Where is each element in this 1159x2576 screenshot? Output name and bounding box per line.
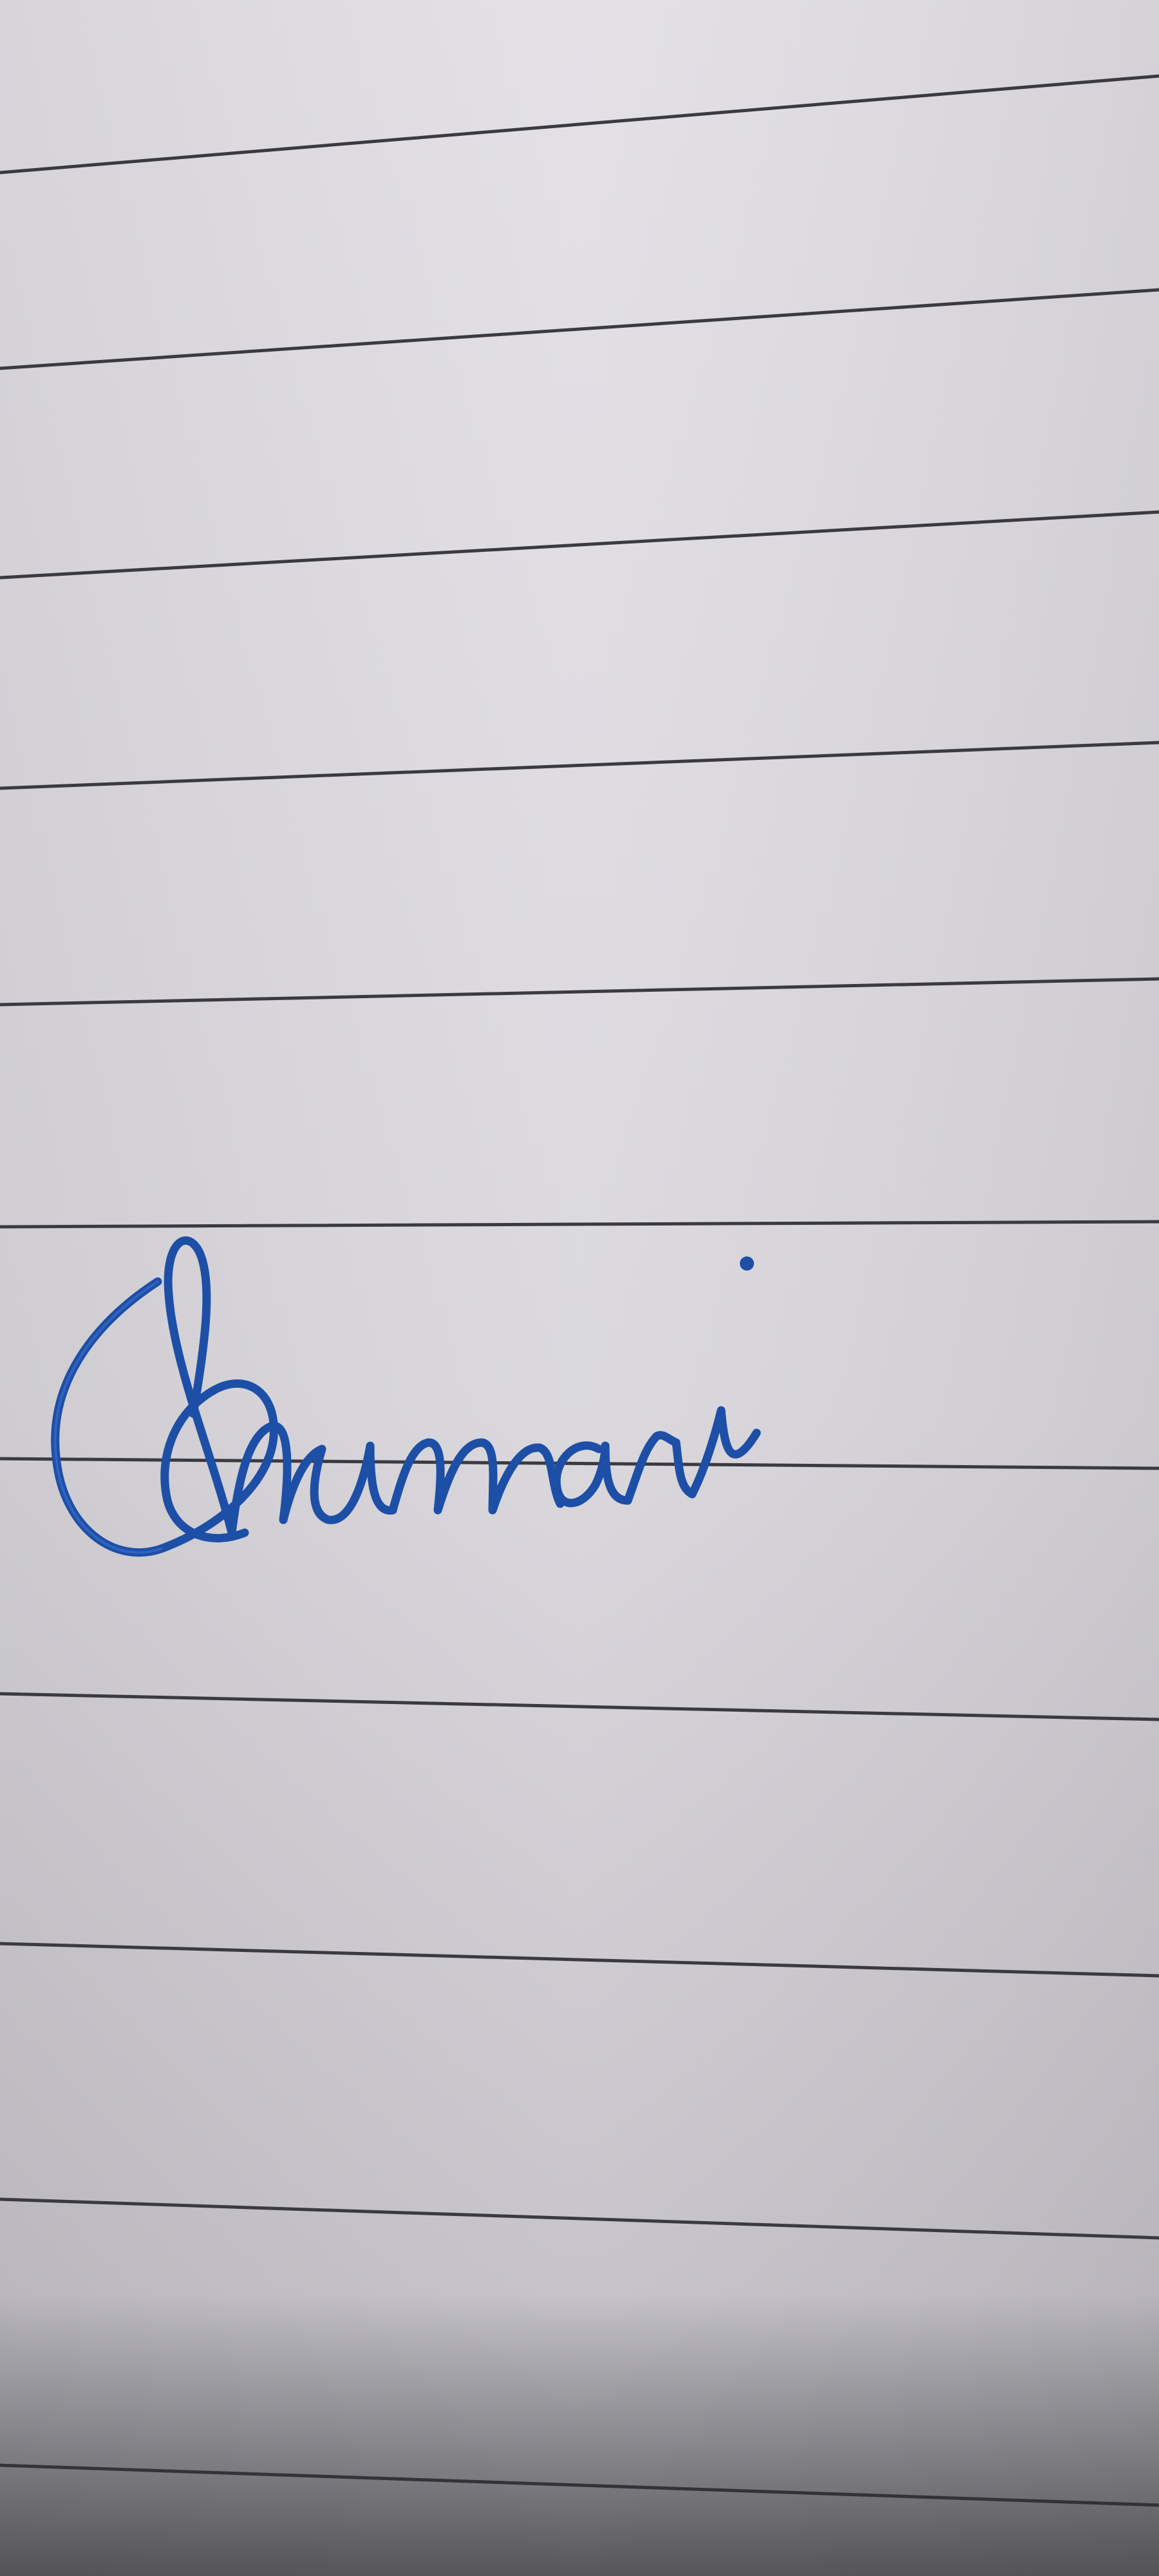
signature-i-dot (740, 1256, 754, 1271)
page-bottom-shadow (0, 2293, 1159, 2576)
